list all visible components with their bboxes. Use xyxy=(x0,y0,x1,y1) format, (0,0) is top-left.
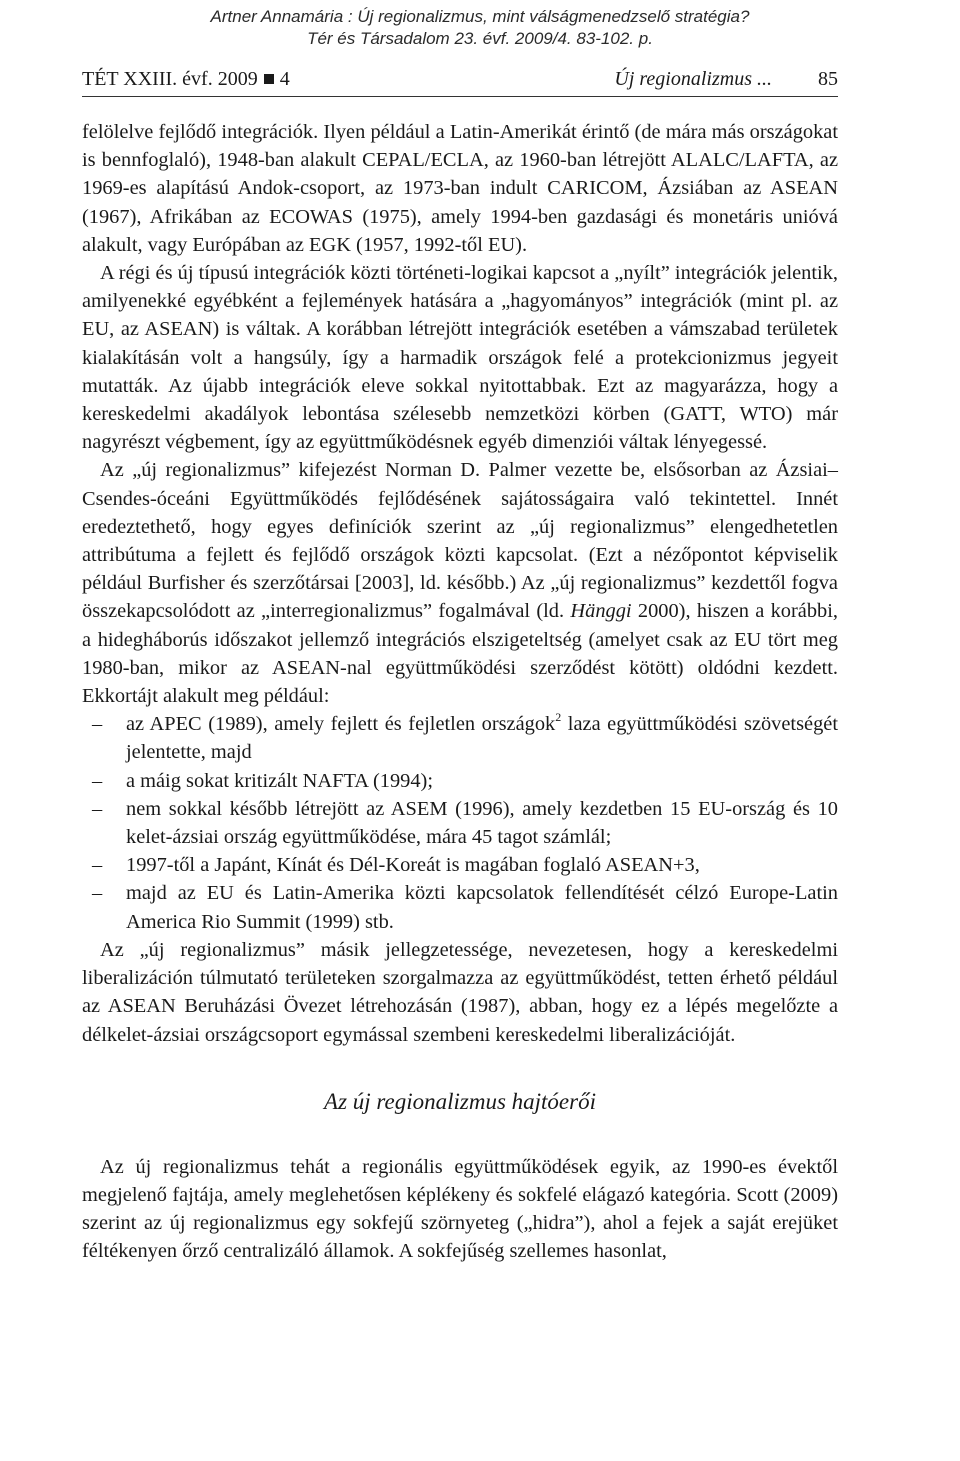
list-item-2-text: a máig sokat kritizált NAFTA (1994); xyxy=(126,769,434,792)
list-item xyxy=(82,879,838,935)
list-item-1-text-a: az APEC (1989), amely fejlett és fejletlen országok xyxy=(126,713,556,736)
page-body xyxy=(82,118,838,1266)
list-item xyxy=(82,710,838,766)
running-head-title: Új regionalizmus ... xyxy=(614,68,772,90)
list-item xyxy=(82,851,838,879)
paragraph-1: felölelve fejlődő integrációk. Ilyen például a Latin-Amerikát érintő (de mára más országokat is bennfoglaló), 1948-ban alakult CEPAL/ECLA, az 1960-ban létrejött ALALC/LAFTA, az 1969-es alapítású Andok-csoport, az 1973-ban indult CARICOM, Ázsiában az ASEAN (1967), Afrikában az ECOWAS (1975), amely 1994-ben gazdasági és monetáris unióvá alakult, vagy Európában az EGK (1957, 1992-től EU). xyxy=(82,121,838,256)
citation-line-1: Artner Annamária : Új regionalizmus, mint válságmenedzselő stratégia? xyxy=(210,7,750,26)
journal-volume: TÉT XXIII. évf. 2009 xyxy=(82,68,258,90)
list-item xyxy=(82,795,838,851)
document-citation-header xyxy=(0,6,960,50)
square-bullet-icon xyxy=(264,74,274,84)
citation-line-2: Tér és Társadalom 23. évf. 2009/4. 83-102. p. xyxy=(307,29,653,48)
list-item-4-text: 1997-től a Japánt, Kínát és Dél-Koreát is magában foglaló ASEAN+3, xyxy=(126,854,700,877)
dash-marker: – xyxy=(92,882,103,905)
paragraph-2: A régi és új típusú integrációk közti történeti-logikai kapcsot a „nyílt” integrációk jelentik, amilyenekké egyébként a fejlemények hatására a „hagyományos” integrációk (mint pl. az EU, az ASEAN) is váltak. A korábban létrejött integrációk esetében a vámszabad területek kialakításán volt a hangsúly, így a harmadik országok felé a protekcionizmus jegyeit mutatták. Az újabb integrációk eleve sokkal nyitottabbak. Ezt az magyarázza, hogy a kereskedelmi akadályok lebontása szélesebb nemzetközi körben (GATT, WTO) már nagyrészt végbement, így az együttműködésnek egyéb dimenziói váltak lényegessé. xyxy=(82,262,838,454)
dash-marker: – xyxy=(92,797,103,820)
running-head xyxy=(82,66,838,97)
paragraph-3 xyxy=(82,456,838,710)
list-item-3-text: nem sokkal később létrejött az ASEM (1996), amely kezdetben 15 EU-ország és 10 kelet-ázsiai ország együttműködése, mára 45 tagot számlál; xyxy=(126,797,838,849)
list-item-5-text: majd az EU és Latin-Amerika közti kapcsolatok fellendítését célzó Europe-Latin America Rio Summit (1999) stb. xyxy=(126,882,838,933)
citation-author-hanggi: Hänggi xyxy=(570,600,632,623)
list-item xyxy=(82,767,838,795)
section-heading: Az új regionalizmus hajtóerői xyxy=(324,1088,596,1114)
page-number: 85 xyxy=(818,68,838,90)
dash-marker: – xyxy=(92,769,103,792)
running-head-journal xyxy=(82,66,290,92)
dash-marker: – xyxy=(92,713,103,736)
paragraph-3-text-b: 2000), hiszen a korábbi, a hidegháborús időszakot jellemző integrációs elszigeteltség (amelyet csak az EU tört meg 1980-ban, mikor az ASEAN-nal együttműködési szerződést kötött) oldódni kezdett. Ekkortájt alakult meg például: xyxy=(82,600,838,708)
running-head-right xyxy=(614,66,838,92)
paragraph-4: Az „új regionalizmus” másik jellegzetessége, nevezetesen, hogy a kereskedelmi liberalizáción túlmutató területeken szorgalmazza az együttműködést, tetten érhető például az ASEAN Beruházási Övezet létrehozásán (1987), abban, hogy ez a lépés megelőzte a délkelet-ázsiai országcsoport egymással szembeni kereskedelmi liberalizációját. xyxy=(82,938,838,1046)
paragraph-3-text-a: Az „új regionalizmus” kifejezést Norman D. Palmer vezette be, elsősorban az Ázsiai–Csendes-óceáni Együttműködés fejlődésének sajátosságaira való tekintettel. Innét eredeztethető, hogy egyes definíciók szerint az „új regionalizmus” elengedhetetlen attribútuma a fejlett és fejlődő országok közti kapcsolat. (Ezt a nézőpontot képviselik például Burfisher és szerzőtársai [2003], ld. később.) Az „új regionalizmus” kezdettől fogva összekapcsolódott az „interregionalizmus” fogalmával (ld. xyxy=(82,459,838,623)
integration-list xyxy=(82,710,838,936)
list-item-1-text-b: laza együttműködési szövetségét jelentette, majd xyxy=(126,713,838,764)
dash-marker: – xyxy=(92,854,103,877)
journal-issue: 4 xyxy=(279,68,290,90)
footnote-ref-2: 2 xyxy=(555,710,562,725)
paragraph-5: Az új regionalizmus tehát a regionális együttműködések egyik, az 1990-es évektől megjelenő fajtája, amely meglehetősen képlékeny és sokfelé elágazó kategória. Scott (2009) szerint az új regionalizmus egy sokfejű szörnyeteg („hidra”), ahol a fejek a saját erejüket féltékenyen őrző centralizáló államok. A sokfejűség szellemes hasonlat, xyxy=(82,1155,838,1263)
